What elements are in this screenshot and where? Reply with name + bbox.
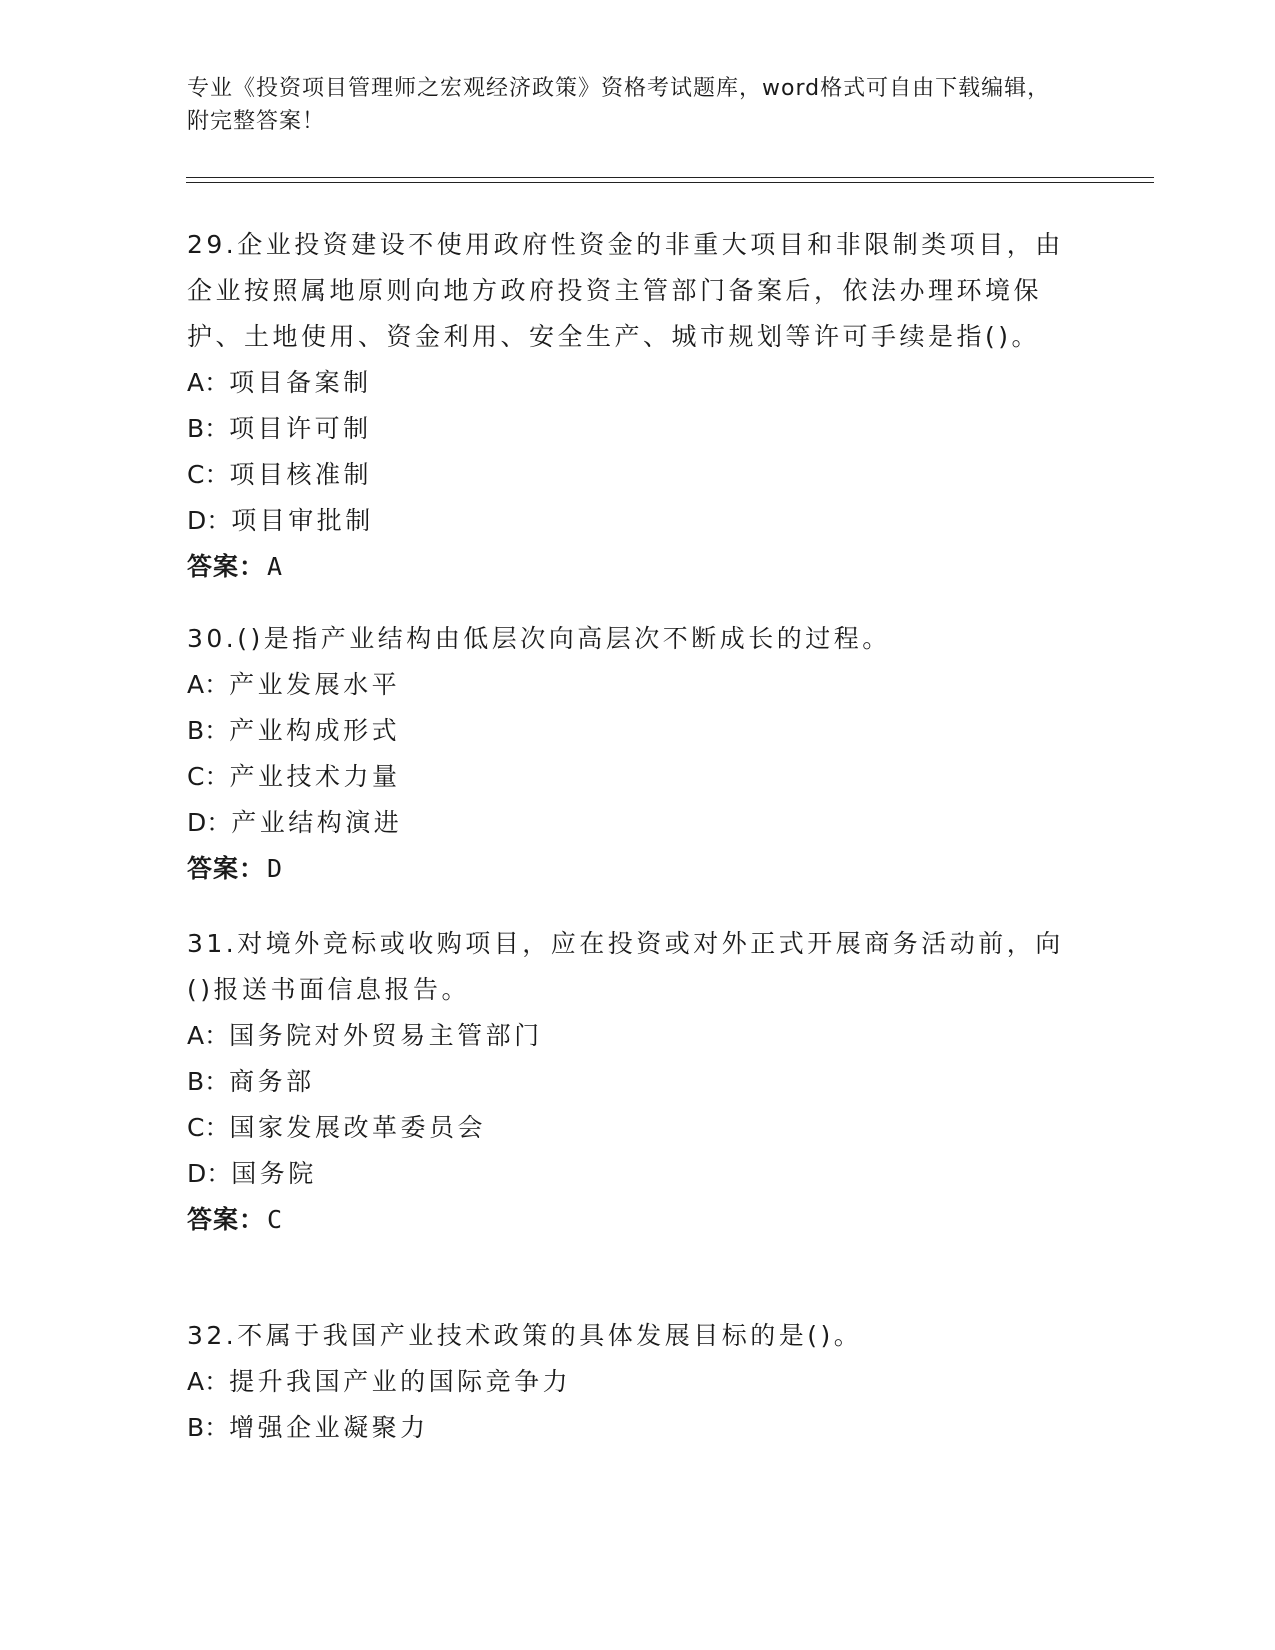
option-key: B： [187,1067,230,1096]
option-d [187,498,1087,544]
option-text: 商务部 [229,1067,315,1096]
option-key: C： [187,460,230,489]
question-stem: 32.不属于我国产业技术政策的具体发展目标的是()。 [187,1321,863,1350]
option-d [187,1151,1087,1197]
question-32 [187,1313,1087,1451]
option-text: 产业技术力量 [229,762,401,791]
option-key: B： [187,716,230,745]
option-key: A： [187,1367,230,1396]
option-a [187,1013,1087,1059]
option-text: 产业结构演进 [231,808,403,837]
question-stem: 30.()是指产业结构由低层次向高层次不断成长的过程。 [187,624,891,653]
answer-value: D [267,854,284,883]
option-key: A： [187,368,230,397]
option-text: 项目许可制 [229,414,372,443]
answer-label: 答案： [187,1205,266,1234]
answer-value: C [267,1205,284,1234]
option-text: 项目核准制 [229,460,372,489]
option-b [187,1405,1087,1451]
option-c [187,1105,1087,1151]
option-key: A： [187,1021,230,1050]
answer-line [187,544,1087,590]
option-b [187,406,1087,452]
option-c [187,452,1087,498]
header-divider-top [186,177,1154,178]
option-b [187,708,1087,754]
option-key: C： [187,762,230,791]
option-text: 产业发展水平 [229,670,401,699]
option-a [187,662,1087,708]
answer-line [187,1197,1087,1243]
option-c [187,754,1087,800]
question-29 [187,222,1087,590]
option-a [187,360,1087,406]
option-key: B： [187,414,230,443]
option-key: A： [187,670,230,699]
option-text: 提升我国产业的国际竞争力 [229,1367,572,1396]
option-text: 国家发展改革委员会 [229,1113,486,1142]
answer-line [187,846,1087,892]
option-a [187,1359,1087,1405]
option-key: B： [187,1413,230,1442]
option-b [187,1059,1087,1105]
answer-value: A [267,552,284,581]
option-text: 产业构成形式 [229,716,401,745]
option-text: 国务院 [231,1159,317,1188]
answer-label: 答案： [187,552,266,581]
option-d [187,800,1087,846]
question-31 [187,921,1087,1243]
option-key: D： [187,506,232,535]
header-divider-bottom [186,182,1154,183]
answer-label: 答案： [187,854,266,883]
document-header: 专业《投资项目管理师之宏观经济政策》资格考试题库，word格式可自由下载编辑，附完整答案！ [187,76,1051,134]
option-text: 增强企业凝聚力 [229,1413,429,1442]
option-key: D： [187,808,232,837]
option-text: 国务院对外贸易主管部门 [229,1021,543,1050]
question-stem: 29.企业投资建设不使用政府性资金的非重大项目和非限制类项目，由企业按照属地原则向地方政府投资主管部门备案后，依法办理环境保护、土地使用、资金利用、安全生产、城市规划等许可手续是指()。 [187,230,1064,351]
question-30 [187,616,1087,892]
option-key: C： [187,1113,230,1142]
question-stem: 31.对境外竞标或收购项目，应在投资或对外正式开展商务活动前，向()报送书面信息报告。 [187,929,1064,1004]
option-text: 项目备案制 [229,368,372,397]
option-key: D： [187,1159,232,1188]
option-text: 项目审批制 [231,506,374,535]
